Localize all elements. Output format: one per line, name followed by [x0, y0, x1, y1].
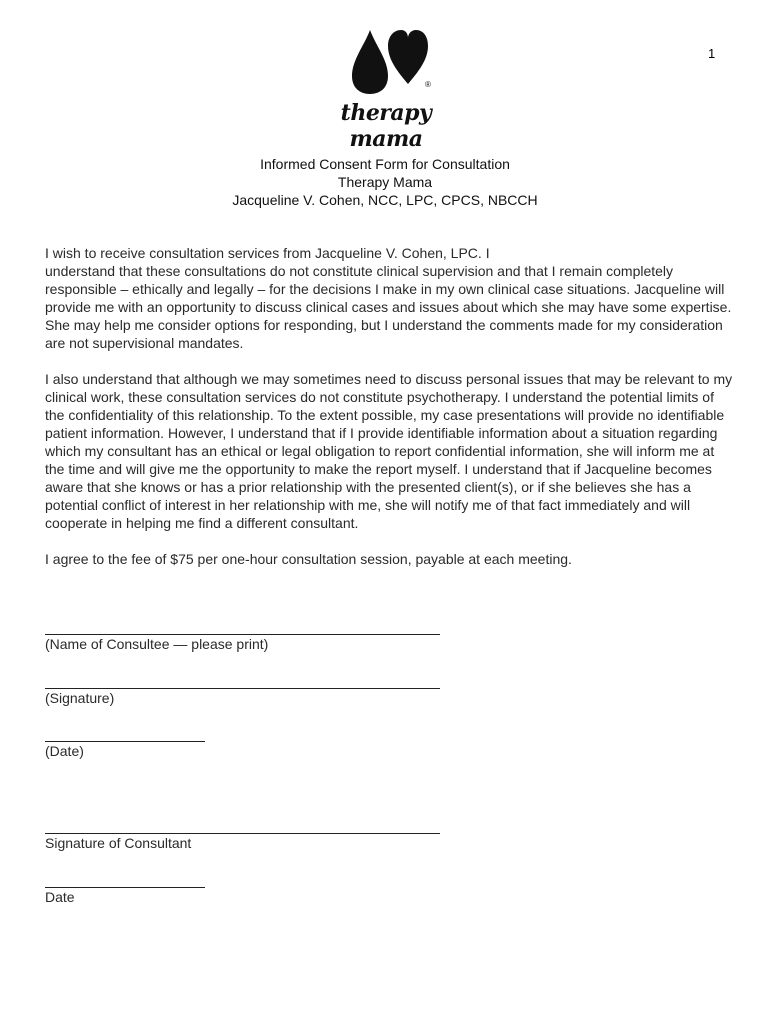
page-number: 1: [708, 46, 716, 61]
therapy-mama-logo: [318, 24, 454, 152]
organization-name: Therapy Mama: [337, 174, 433, 190]
date-label: (Date): [45, 743, 84, 759]
form-title: Informed Consent Form for Consultation: [260, 156, 510, 172]
paragraph-3: I agree to the fee of $75 per one-hour consultation session, payable at each meeting.: [45, 551, 572, 567]
document-body: [45, 244, 735, 586]
consultant-date-field[interactable]: [45, 887, 205, 905]
signature-label: (Signature): [45, 690, 115, 706]
registered-mark: ®: [425, 80, 431, 89]
document-header: [0, 155, 770, 209]
paragraph-1: [45, 244, 735, 352]
consultee-name-field[interactable]: [45, 634, 440, 652]
consultee-name-label: (Name of Consultee — please print): [45, 636, 269, 652]
paragraph-2: I also understand that although we may sometimes need to discuss personal issues that may be relevant to my clinical work, these consultation services do not constitute psychotherapy. I understand the potential limits of the confidentiality of this relationship. To the extent possible, my case presentations will provide no identifiable patient information. However, I understand that if I provide identifiable information about a situation regarding which my consultant has an ethical or legal obligation to report confidential information, she will inform me at the time and will give me the opportunity to make the report myself. I understand that if Jacqueline becomes aware that she knows or has a prior relationship with the presented client(s), or if she believes she has a potential conflict of interest in her relationship with me, she will notify me of that fact immediately and will cooperate in helping me find a different consultant.: [45, 371, 733, 531]
paragraph-1-first-line: I wish to receive consultation services from Jacqueline V. Cohen, LPC. I: [45, 245, 490, 261]
consultant-date-label: Date: [45, 889, 75, 905]
drop-heart-icon: [318, 24, 454, 104]
consultant-signature-field[interactable]: [45, 833, 440, 851]
paragraph-1-remainder: understand that these consultations do not constitute clinical supervision and that I remain completely responsible – ethically and legally – for the decisions I make in my own clinical case situations. Jacqueline will provide me with an opportunity to discuss clinical cases and issues about which she may have some expertise. She may help me consider options for responding, but I understand the comments made for my consideration are not supervisional mandates.: [45, 263, 732, 351]
date-field[interactable]: [45, 741, 205, 759]
signature-field[interactable]: [45, 688, 440, 706]
logo-wordmark: therapy mama: [340, 100, 432, 152]
consultant-credentials: Jacqueline V. Cohen, NCC, LPC, CPCS, NBCCH: [232, 192, 538, 208]
consultant-signature-label: Signature of Consultant: [45, 835, 192, 851]
